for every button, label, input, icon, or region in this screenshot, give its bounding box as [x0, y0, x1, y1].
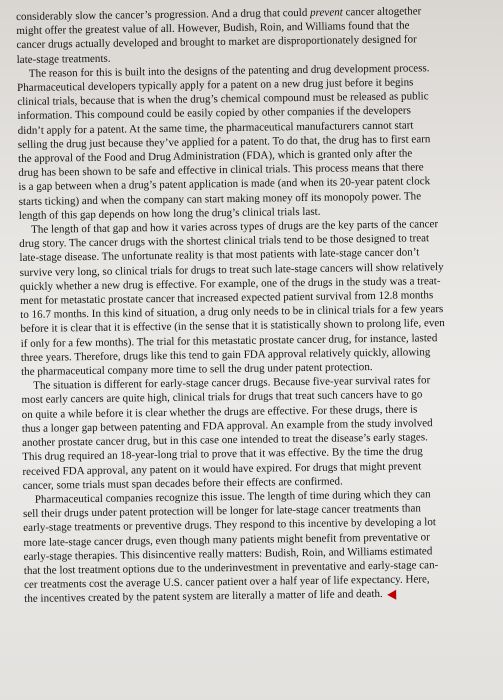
text-line-segment: ment for metastatic prostate cancer that increased expected patient survival from 12.8 months — [19, 289, 434, 308]
text-line-segment: length of this gap depends on how long the drug’s clinical trials last. — [18, 205, 321, 222]
text-line-segment: cer treatments cost the average U.S. cancer patient over a half year of life expectancy. Here, — [23, 573, 430, 592]
text-line-segment: early-stage treatments or preventive drugs. They respond to this incentive by developing a lot — [23, 516, 436, 535]
text-line-segment: early-stage therapies. This disincentive really matters: Budish, Roin, and Williams estimated — [23, 544, 433, 563]
text-line-segment: received FDA approval, any patent on it would have expired. For drugs that might prevent — [22, 459, 422, 478]
text-line-segment: drug has been shown to be safe and effective in clinical trials. This process means that there — [18, 161, 424, 180]
text-line-segment: sell their drugs under patent protection will be longer for late-stage cancer treatments than — [22, 502, 421, 521]
text-line-segment: Pharmaceutical developers typically apply for a patent on a new drug just before it begins — [17, 76, 414, 95]
text-line-segment: if only for a few months). The trial for this metastatic prostate cancer drug, for instance, lasted — [20, 331, 438, 350]
text-line-segment: cancer, some trials must span decades before their effects are confirmed. — [22, 475, 343, 492]
text-line-segment: cancer drugs actually developed and brought to market are disproportionately designed for — [16, 33, 417, 52]
text-line-segment: more late-stage cancer drugs, even though many patients might benefit from preventative or — [23, 530, 430, 549]
text-line-segment: to 16.7 months. In this kind of situation, a drug only needs to be in clinical trials for a few years — [20, 303, 444, 322]
text-line-segment: This drug required an 18-year-long trial to prove that it was effective. By the time the drug — [22, 445, 423, 464]
text-line-segment: starts ticking) and when the company can start making money off its monopoly power. The — [18, 190, 422, 208]
text-line-segment: quickly whether a new drug is effective. For example, one of the drugs in the study was a treat- — [19, 274, 441, 293]
text-line-segment: the incentives created by the patent system are literally a matter of life and death. — [24, 588, 383, 606]
text-line-segment: on quite a while before it is clear whether the drugs are effective. For these drugs, there is — [21, 403, 418, 421]
text-line-segment: Pharmaceutical companies recognize this issue. The length of time during which they can — [34, 488, 431, 506]
text-line-segment: considerably slow the cancer’s progression. And a drug that could — [16, 6, 311, 23]
text-line-segment: The situation is different for early-stage cancer drugs. Because five-year survival rates for — [33, 374, 431, 393]
text-line-segment: late-stage disease. The unfortunate reality is that most patients with late-stage cancer don’t — [19, 246, 420, 265]
text-line-segment: the pharmaceutical company more time to sell the drug under patent protection. — [20, 361, 373, 379]
text-line-segment: survive very long, so clinical trials for drugs to treat such late-stage cancers will show relatively — [19, 260, 444, 279]
text-line-segment: three years. Therefore, drugs like this tend to gain FDA approval relatively quickly, allowing — [20, 346, 431, 364]
text-line-segment: that the lost treatment options due to the underinvestment in preventative and early-stage can- — [23, 559, 439, 577]
text-line-segment: clinical trials, because that is when the drug’s chemical compound must be released as public — [17, 90, 429, 109]
text-line-segment: is a gap between when a drug’s patent application is made (and when its 20-year patent clock — [18, 175, 431, 194]
text-line-segment: didn’t apply for a patent. At the same time, the pharmaceutical manufacturers cannot start — [17, 119, 414, 137]
text-line-segment: cancer altogether — [342, 5, 422, 19]
text-line-segment: most early cancers are quite high, clinical trials for drugs that treat such cancers have to go — [21, 388, 423, 407]
text-line-segment: drug story. The cancer drugs with the shortest clinical trials tend to be those designed to treat — [19, 232, 430, 251]
text-line-segment: thus a longer gap between patenting and FDA approval. An example from the study involved — [21, 417, 433, 435]
body-text — [16, 3, 500, 606]
text-line-segment: late-stage treatments. — [16, 52, 111, 66]
text-line-segment: The length of that gap and how it varies across types of drugs are the key parts of the cancer — [30, 218, 439, 236]
text-line-segment: information. This compound could be easily copied by other companies if the developers — [17, 104, 411, 123]
text-line-segment: the approval of the Food and Drug Administration (FDA), which is granted only after the — [17, 147, 413, 166]
text-line-segment: another prostate cancer drug, but in this case one intended to treat the disease’s early stages. — [21, 431, 428, 450]
text-line-segment: selling the drug just because they’ve applied for a patent. To do that, the drug has to first earn — [17, 133, 431, 151]
end-of-section-icon — [387, 590, 396, 600]
text-line-segment: The reason for this is built into the designs of the patenting and drug development process. — [28, 62, 430, 80]
emphasis-text: prevent — [309, 6, 343, 19]
text-line-segment: might offer the greatest value of all. However, Budish, Roin, and Williams found that the — [16, 19, 410, 38]
text-line-segment: before it is clear that it is effective (in the sense that it is statistically shown to prolong life, even — [20, 317, 445, 336]
